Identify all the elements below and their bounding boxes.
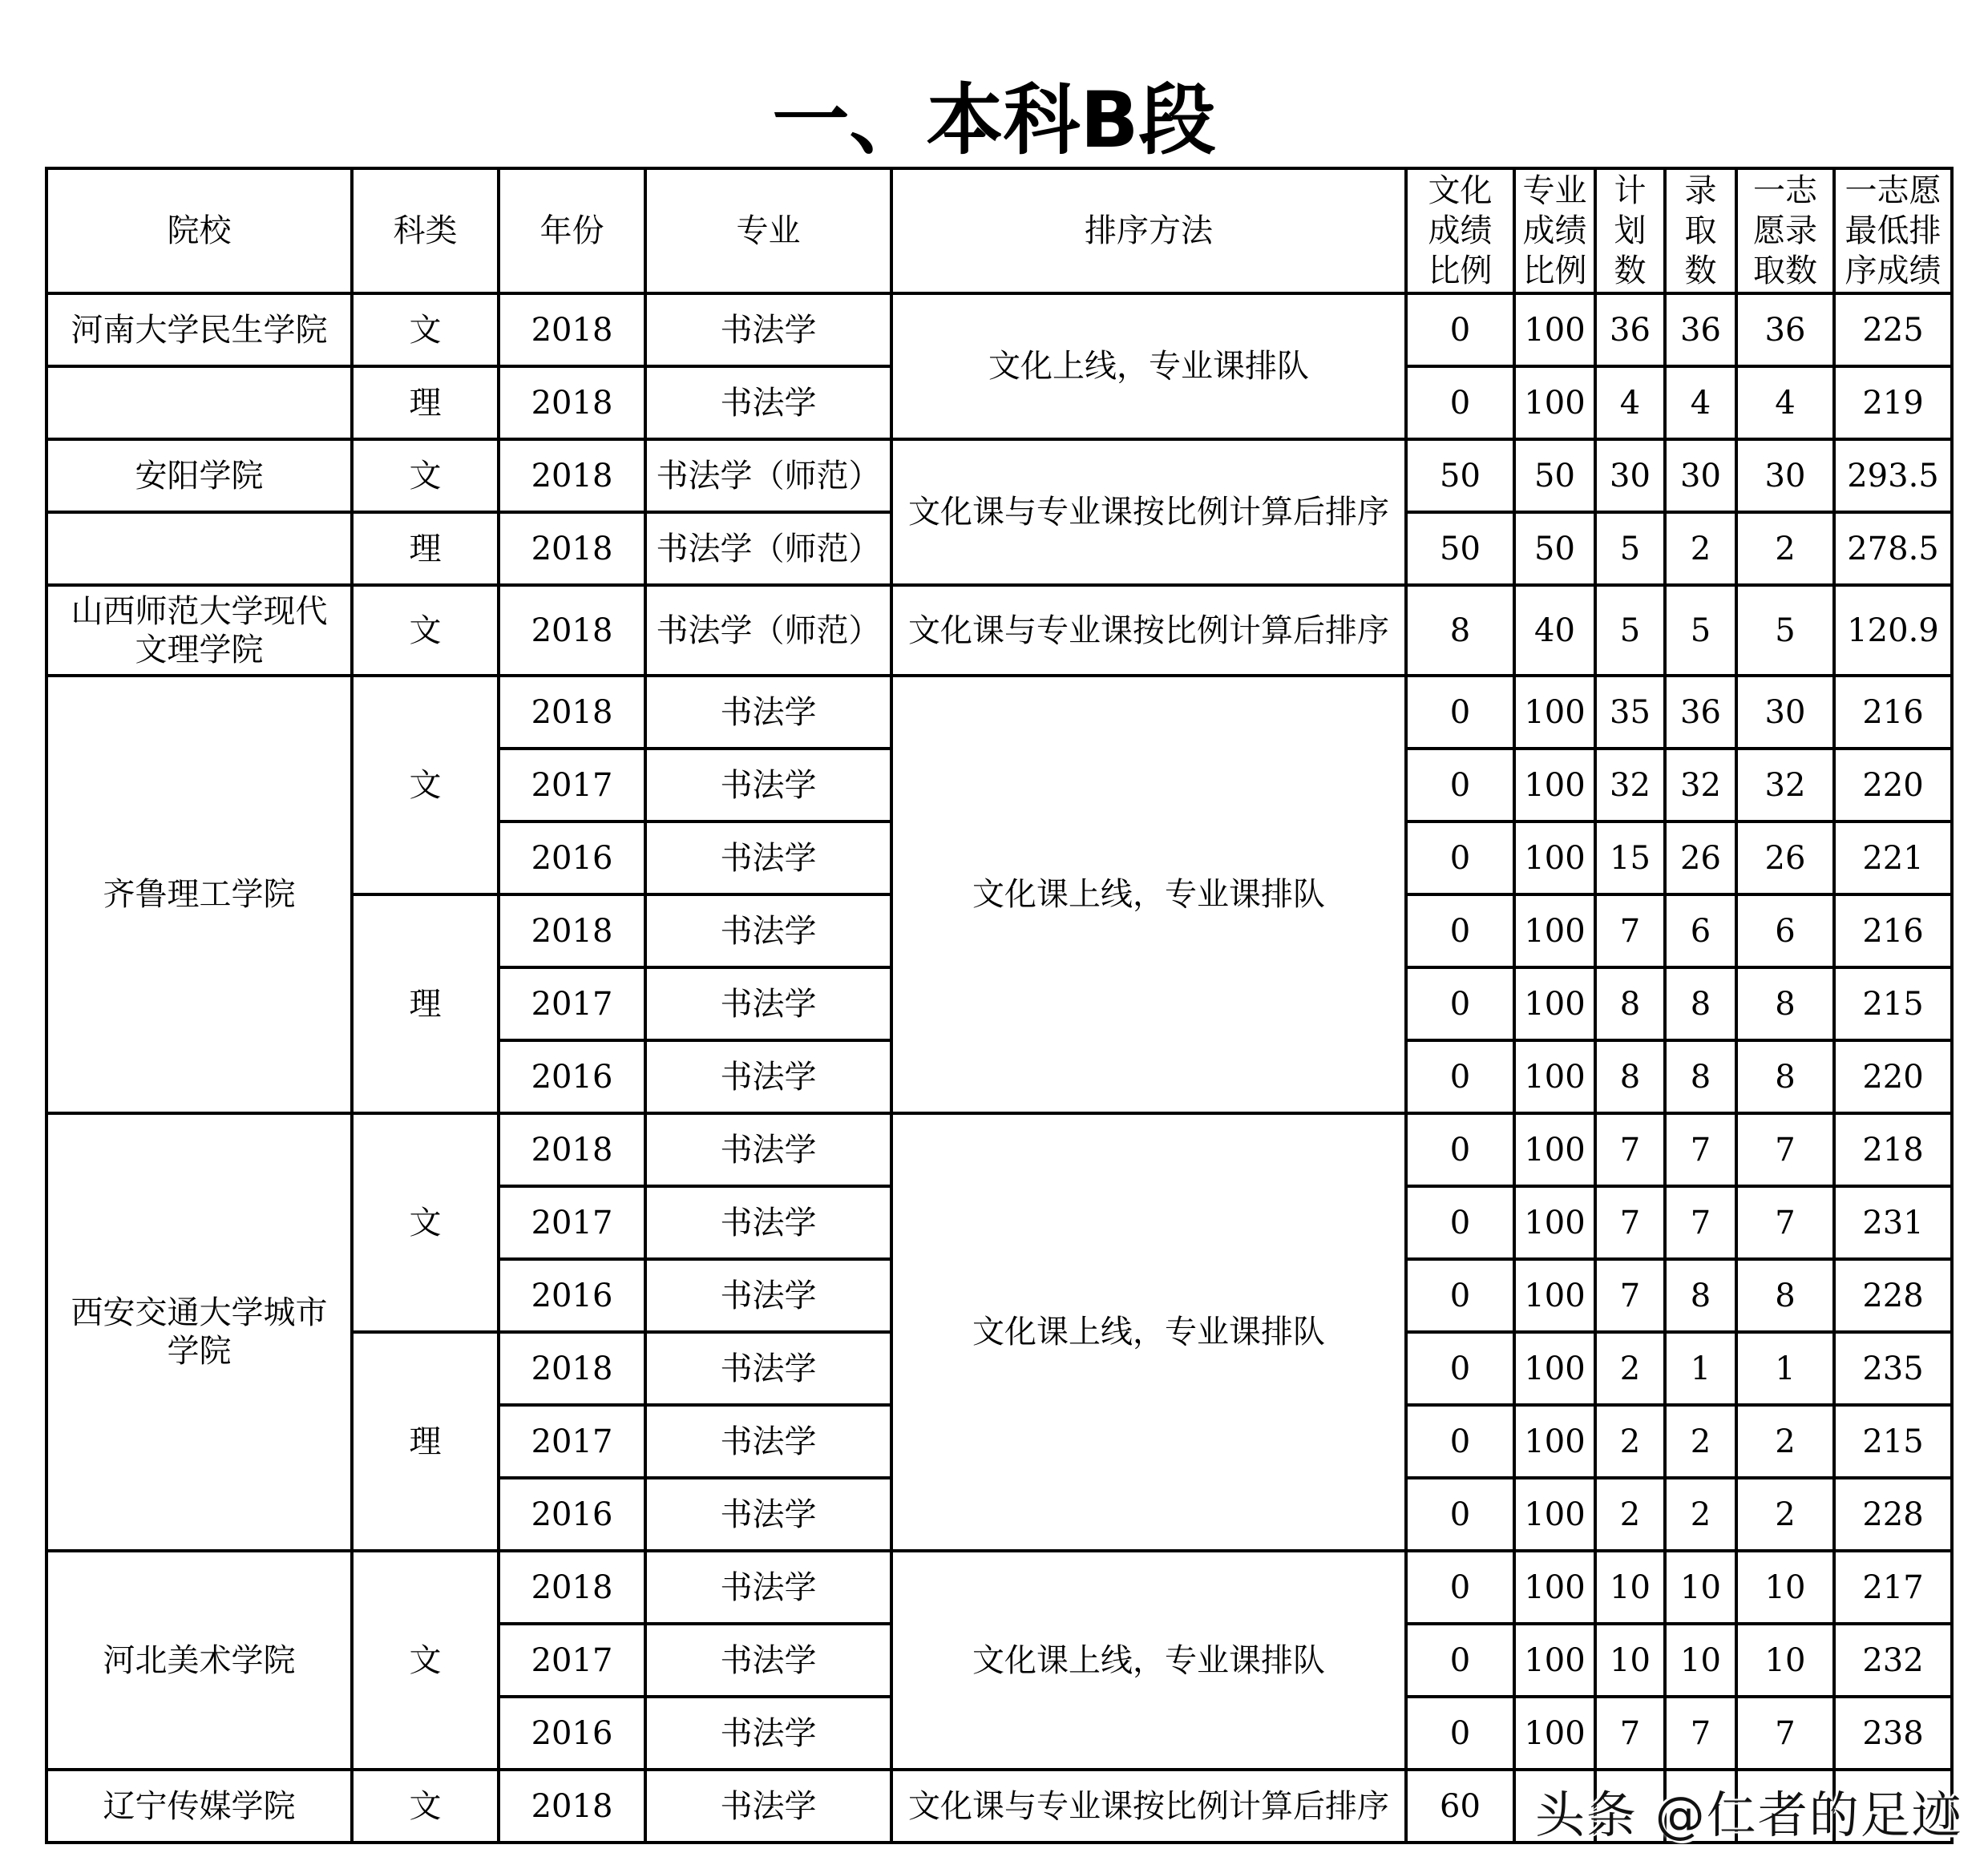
table-cell: 文 — [352, 293, 499, 366]
table-cell: 辽宁传媒学院 — [46, 1770, 352, 1843]
table-row — [46, 1551, 1952, 1624]
table-cell: 2018 — [499, 676, 645, 749]
table-cell: 齐鲁理工学院 — [46, 676, 352, 1113]
table-cell: 书法学 — [645, 293, 891, 366]
table-cell: 4 — [1595, 366, 1665, 439]
table-cell: 293.5 — [1834, 439, 1952, 512]
table-cell: 书法学（师范） — [645, 585, 891, 676]
table-cell: 书法学 — [645, 1113, 891, 1186]
table-cell: 0 — [1406, 1259, 1514, 1332]
table-cell: 100 — [1514, 1040, 1595, 1113]
table-cell: 0 — [1406, 366, 1514, 439]
table-cell: 书法学 — [645, 1332, 891, 1405]
table-cell: 文 — [352, 439, 499, 512]
table-cell: 2017 — [499, 1186, 645, 1259]
column-header: 排序方法 — [891, 168, 1406, 293]
table-cell: 7 — [1595, 894, 1665, 967]
table-cell: 26 — [1665, 821, 1736, 894]
table-cell: 8 — [1595, 967, 1665, 1040]
table-cell: 书法学 — [645, 1259, 891, 1332]
table-cell: 220 — [1834, 749, 1952, 821]
table-cell: 2018 — [499, 894, 645, 967]
table-cell: 7 — [1665, 1113, 1736, 1186]
table-cell: 书法学 — [645, 676, 891, 749]
table-cell: 100 — [1514, 749, 1595, 821]
table-cell: 238 — [1834, 1697, 1952, 1770]
table-cell: 2018 — [499, 1332, 645, 1405]
table-cell: 0 — [1406, 1113, 1514, 1186]
table-cell: 0 — [1406, 1624, 1514, 1697]
table-cell: 10 — [1665, 1551, 1736, 1624]
table-cell: 221 — [1834, 821, 1952, 894]
table-cell: 100 — [1514, 1624, 1595, 1697]
table-cell: 7 — [1736, 1697, 1834, 1770]
table-cell: 228 — [1834, 1259, 1952, 1332]
column-header: 一志 愿录 取数 — [1736, 168, 1834, 293]
table-cell: 278.5 — [1834, 512, 1952, 585]
table-cell: 2017 — [499, 1624, 645, 1697]
table-cell: 2017 — [499, 749, 645, 821]
table-cell: 30 — [1595, 439, 1665, 512]
table-row — [46, 1113, 1952, 1186]
table-cell: 0 — [1406, 1478, 1514, 1551]
table-row — [46, 585, 1952, 676]
table-cell: 书法学 — [645, 1478, 891, 1551]
table-cell: 2 — [1595, 1405, 1665, 1478]
table-cell: 8 — [1665, 1259, 1736, 1332]
table-cell: 理 — [352, 1332, 499, 1551]
table-cell: 215 — [1834, 967, 1952, 1040]
table-cell: 0 — [1406, 821, 1514, 894]
column-header: 科类 — [352, 168, 499, 293]
table-cell: 50 — [1514, 439, 1595, 512]
table-cell: 100 — [1514, 1259, 1595, 1332]
table-cell: 7 — [1595, 1259, 1665, 1332]
table-cell: 235 — [1834, 1332, 1952, 1405]
table-cell: 8 — [1736, 1259, 1834, 1332]
table-cell: 100 — [1514, 967, 1595, 1040]
table-cell: 36 — [1665, 676, 1736, 749]
table-cell: 书法学 — [645, 894, 891, 967]
table-cell: 36 — [1736, 293, 1834, 366]
table-cell: 32 — [1665, 749, 1736, 821]
table-cell: 2 — [1736, 1405, 1834, 1478]
table-cell: 2018 — [499, 1770, 645, 1843]
table-cell: 书法学 — [645, 1551, 891, 1624]
column-header: 年份 — [499, 168, 645, 293]
table-cell: 文 — [352, 585, 499, 676]
column-header: 录 取 数 — [1665, 168, 1736, 293]
table-cell: 100 — [1514, 1332, 1595, 1405]
table-cell: 2016 — [499, 1478, 645, 1551]
watermark: 头条 @仁者的足迹 — [1535, 1786, 1963, 1844]
table-cell: 书法学 — [645, 1040, 891, 1113]
table-cell: 5 — [1665, 585, 1736, 676]
table-row — [46, 293, 1952, 366]
table-cell: 2 — [1736, 512, 1834, 585]
table-cell: 100 — [1514, 1697, 1595, 1770]
table-cell: 文 — [352, 1551, 499, 1770]
table-cell: 山西师范大学现代文理学院 — [46, 585, 352, 676]
table-cell: 5 — [1736, 585, 1834, 676]
table-cell: 7 — [1595, 1697, 1665, 1770]
table-cell: 6 — [1736, 894, 1834, 967]
table-cell: 0 — [1406, 1551, 1514, 1624]
table-cell: 文 — [352, 1770, 499, 1843]
table-cell: 36 — [1665, 293, 1736, 366]
table-cell: 文化课与专业课按比例计算后排序 — [891, 585, 1406, 676]
table-cell: 100 — [1514, 894, 1595, 967]
table-cell: 书法学（师范） — [645, 512, 891, 585]
table-cell: 文化课与专业课按比例计算后排序 — [891, 1770, 1406, 1843]
table-cell: 217 — [1834, 1551, 1952, 1624]
table-cell: 10 — [1736, 1551, 1834, 1624]
table-cell: 216 — [1834, 894, 1952, 967]
table-cell: 219 — [1834, 366, 1952, 439]
table-cell — [46, 366, 352, 439]
table-cell: 理 — [352, 894, 499, 1113]
table-cell: 0 — [1406, 749, 1514, 821]
table-row — [46, 676, 1952, 749]
table-cell: 0 — [1406, 967, 1514, 1040]
table-cell: 4 — [1736, 366, 1834, 439]
table-cell: 文 — [352, 1113, 499, 1332]
table-cell: 文 — [352, 676, 499, 894]
table-cell: 100 — [1514, 1113, 1595, 1186]
table-cell: 225 — [1834, 293, 1952, 366]
table-cell: 书法学 — [645, 1186, 891, 1259]
table-cell: 河北美术学院 — [46, 1551, 352, 1770]
table-cell: 8 — [1665, 967, 1736, 1040]
table-cell: 书法学 — [645, 1624, 891, 1697]
table-cell: 文化上线，专业课排队 — [891, 293, 1406, 439]
table-cell: 10 — [1665, 1624, 1736, 1697]
table-cell: 理 — [352, 512, 499, 585]
table-cell: 书法学 — [645, 967, 891, 1040]
table-cell: 2018 — [499, 1113, 645, 1186]
page-title: 一、本科B段 — [772, 75, 1216, 165]
table-cell: 7 — [1665, 1697, 1736, 1770]
table-cell: 32 — [1736, 749, 1834, 821]
table-cell: 书法学（师范） — [645, 439, 891, 512]
table-cell: 安阳学院 — [46, 439, 352, 512]
table-cell: 0 — [1406, 1405, 1514, 1478]
table-cell: 7 — [1595, 1186, 1665, 1259]
table-cell: 河南大学民生学院 — [46, 293, 352, 366]
table-cell: 8 — [1665, 1040, 1736, 1113]
table-cell: 231 — [1834, 1186, 1952, 1259]
table-cell: 2018 — [499, 293, 645, 366]
table-cell: 西安交通大学城市学院 — [46, 1113, 352, 1551]
table-cell: 232 — [1834, 1624, 1952, 1697]
table-cell: 7 — [1736, 1113, 1834, 1186]
table-cell: 2 — [1665, 1478, 1736, 1551]
table-cell: 2018 — [499, 1551, 645, 1624]
table-cell: 8 — [1406, 585, 1514, 676]
table-cell: 220 — [1834, 1040, 1952, 1113]
table-cell: 32 — [1595, 749, 1665, 821]
table-cell: 216 — [1834, 676, 1952, 749]
table-cell: 30 — [1736, 439, 1834, 512]
table-cell: 2016 — [499, 1040, 645, 1113]
table-cell: 2016 — [499, 1697, 645, 1770]
table-cell: 书法学 — [645, 749, 891, 821]
table-cell: 30 — [1736, 676, 1834, 749]
table-cell: 6 — [1665, 894, 1736, 967]
table-cell: 2017 — [499, 967, 645, 1040]
table-cell: 书法学 — [645, 366, 891, 439]
table-cell: 7 — [1595, 1113, 1665, 1186]
table-cell: 35 — [1595, 676, 1665, 749]
table-cell: 60 — [1406, 1770, 1514, 1843]
table-cell: 100 — [1514, 366, 1595, 439]
table-cell: 30 — [1665, 439, 1736, 512]
table-cell: 2 — [1665, 512, 1736, 585]
table-cell: 100 — [1514, 1551, 1595, 1624]
table-cell: 100 — [1514, 1478, 1595, 1551]
column-header: 一志愿 最低排 序成绩 — [1834, 168, 1952, 293]
column-header: 院校 — [46, 168, 352, 293]
table-cell: 2018 — [499, 512, 645, 585]
table-cell: 0 — [1406, 894, 1514, 967]
table-cell: 2 — [1665, 1405, 1736, 1478]
table-cell: 2 — [1595, 1332, 1665, 1405]
table-cell: 0 — [1406, 676, 1514, 749]
admission-table — [45, 167, 1954, 1844]
table-cell: 36 — [1595, 293, 1665, 366]
column-header: 文化 成绩 比例 — [1406, 168, 1514, 293]
table-cell: 0 — [1406, 293, 1514, 366]
table-cell: 1 — [1665, 1332, 1736, 1405]
table-cell: 4 — [1665, 366, 1736, 439]
table-cell — [46, 512, 352, 585]
table-cell: 2018 — [499, 585, 645, 676]
table-cell: 100 — [1514, 1405, 1595, 1478]
table-cell: 2016 — [499, 1259, 645, 1332]
table-cell: 2017 — [499, 1405, 645, 1478]
column-header: 计 划 数 — [1595, 168, 1665, 293]
table-cell: 书法学 — [645, 1770, 891, 1843]
table-cell: 50 — [1514, 512, 1595, 585]
table-cell: 2 — [1736, 1478, 1834, 1551]
table-cell: 26 — [1736, 821, 1834, 894]
table-cell: 书法学 — [645, 1697, 891, 1770]
table-cell: 理 — [352, 366, 499, 439]
table-cell: 0 — [1406, 1186, 1514, 1259]
table-cell: 7 — [1736, 1186, 1834, 1259]
table-cell: 2016 — [499, 821, 645, 894]
table-cell: 5 — [1595, 585, 1665, 676]
table-cell: 100 — [1514, 1186, 1595, 1259]
table-cell: 5 — [1595, 512, 1665, 585]
table-cell: 2 — [1595, 1478, 1665, 1551]
table-cell: 50 — [1406, 439, 1514, 512]
column-header: 专业 成绩 比例 — [1514, 168, 1595, 293]
table-cell: 120.9 — [1834, 585, 1952, 676]
table-cell: 215 — [1834, 1405, 1952, 1478]
table-cell: 文化课上线，专业课排队 — [891, 1113, 1406, 1551]
table-cell: 0 — [1406, 1332, 1514, 1405]
table-cell: 0 — [1406, 1697, 1514, 1770]
header-row — [46, 168, 1952, 293]
table-cell: 文化课与专业课按比例计算后排序 — [891, 439, 1406, 585]
table-cell: 书法学 — [645, 821, 891, 894]
table-cell: 228 — [1834, 1478, 1952, 1551]
table-cell: 218 — [1834, 1113, 1952, 1186]
table-cell: 2018 — [499, 366, 645, 439]
table-cell: 书法学 — [645, 1405, 891, 1478]
table-cell: 10 — [1595, 1551, 1665, 1624]
table-cell: 100 — [1514, 821, 1595, 894]
table-cell: 100 — [1514, 293, 1595, 366]
table-cell: 15 — [1595, 821, 1665, 894]
table-cell: 50 — [1406, 512, 1514, 585]
table-cell: 40 — [1514, 585, 1595, 676]
table-cell: 2018 — [499, 439, 645, 512]
table-cell: 文化课上线，专业课排队 — [891, 1551, 1406, 1770]
table-cell: 8 — [1595, 1040, 1665, 1113]
table-cell: 10 — [1736, 1624, 1834, 1697]
table-cell: 1 — [1736, 1332, 1834, 1405]
column-header: 专业 — [645, 168, 891, 293]
table-cell: 0 — [1406, 1040, 1514, 1113]
table-cell: 7 — [1665, 1186, 1736, 1259]
table-cell: 文化课上线，专业课排队 — [891, 676, 1406, 1113]
table-cell: 8 — [1736, 967, 1834, 1040]
table-cell: 10 — [1595, 1624, 1665, 1697]
table-cell: 100 — [1514, 676, 1595, 749]
table-row — [46, 439, 1952, 512]
table-cell: 8 — [1736, 1040, 1834, 1113]
